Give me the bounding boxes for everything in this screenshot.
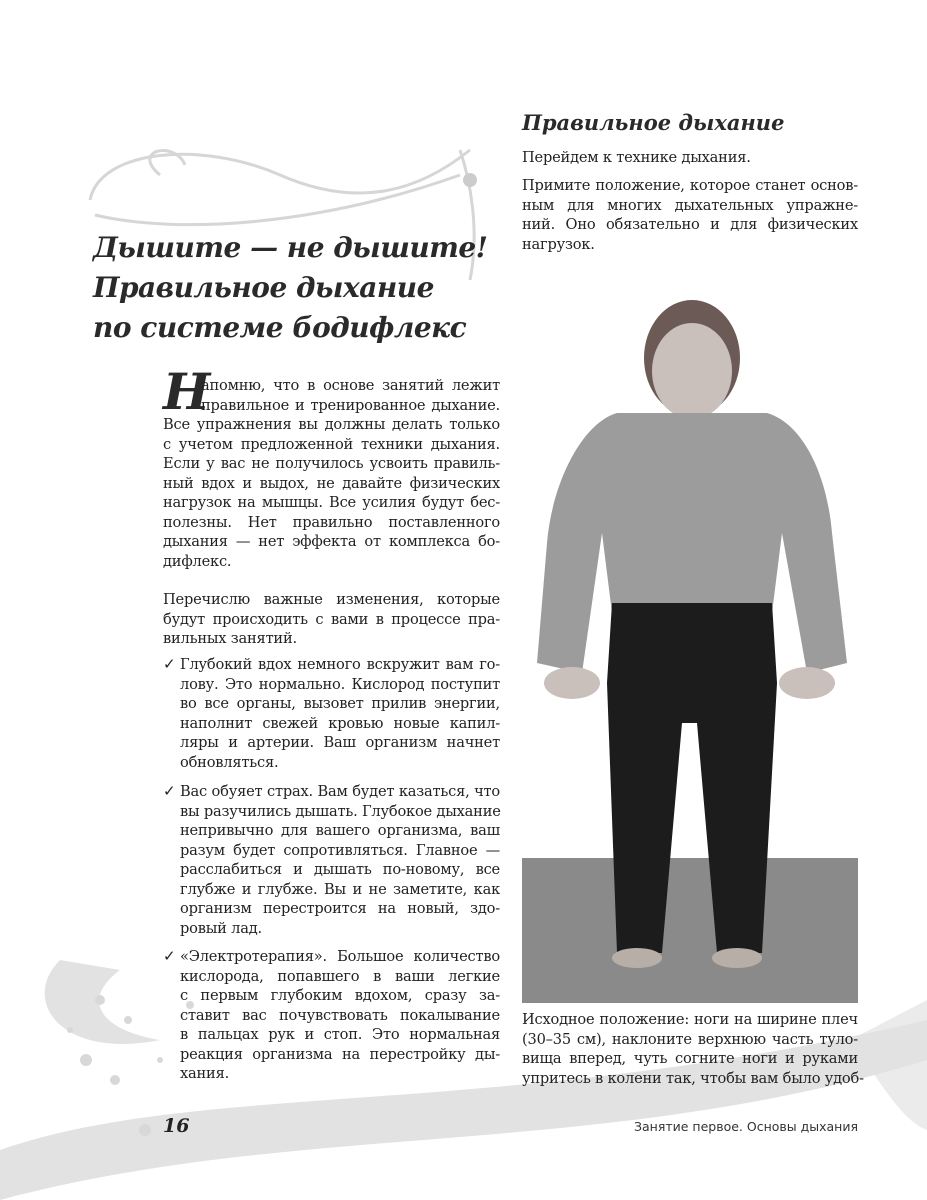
photo-caption <box>522 1010 864 1088</box>
text-line: обновляться. <box>180 753 279 771</box>
text-line: вища вперед, чуть согните ноги и руками <box>522 1050 858 1067</box>
bullet-item <box>180 655 500 772</box>
text-line: ровый лад. <box>180 919 262 937</box>
check-icon: ✓ <box>163 947 176 965</box>
check-icon: ✓ <box>163 782 176 800</box>
text-line: Перечислю важные изменения, которые <box>163 591 500 608</box>
text-line: глубже и глубже. Вы и не заметите, как <box>180 880 500 898</box>
exercise-photo <box>522 283 858 1003</box>
paragraph <box>163 590 500 649</box>
text-line: Если у вас не получилось усвоить правиль- <box>163 455 500 472</box>
text-line: правильное и тренированное дыхание. <box>201 396 500 414</box>
text-line: вы разучились дышать. Глубокое дыхание <box>180 802 501 820</box>
title-line: по системе бодифлекс <box>93 311 467 344</box>
text-line: «Электротерапия». Большое количество <box>180 948 500 965</box>
chapter-title <box>93 228 487 348</box>
title-line: Правильное дыхание <box>93 271 434 304</box>
text-line: нагрузок на мышцы. Все усилия будут бес- <box>163 494 500 511</box>
text-line: кислорода, попавшего в ваши легкие <box>180 967 500 985</box>
page-number: 16 <box>163 1115 190 1137</box>
text-line: разум будет сопротивляться. Главное — <box>180 841 500 859</box>
text-line: будут происходить с вами в процессе пра- <box>163 610 500 628</box>
text-line: нагрузок. <box>522 235 595 253</box>
text-line: ставит вас почувствовать покалывание <box>180 1006 500 1024</box>
text-line: лову. Это нормально. Кислород поступит <box>180 675 500 693</box>
text-line: расслабиться и дышать по-новому, все <box>180 861 500 878</box>
text-line: дифлекс. <box>163 552 232 570</box>
text-line: ний. Оно обязательно и для физических <box>522 216 858 233</box>
paragraph <box>522 176 858 254</box>
text-line: ным для многих дыхательных упражне- <box>522 196 858 214</box>
drop-cap: Н <box>163 362 211 421</box>
woman-bending-photo <box>522 283 858 1003</box>
text-line: полезны. Нет правильно поставленного <box>163 513 500 531</box>
text-line: непривычно для вашего организма, ваш <box>180 822 500 839</box>
text-line: в пальцах рук и стоп. Это нормальная <box>180 1026 500 1043</box>
text-line: ный вдох и выдох, не давайте физических <box>163 474 500 492</box>
text-line: реакция организма на перестройку ды- <box>180 1045 500 1063</box>
text-line: вильных занятий. <box>163 630 297 647</box>
text-line: хания. <box>180 1065 230 1082</box>
text-line: с первым глубоким вдохом, сразу за- <box>180 987 500 1004</box>
section-heading: Правильное дыхание <box>522 110 785 135</box>
title-line: Дышите — не дышите! <box>93 231 488 264</box>
text-line: организм перестроится на новый, здо- <box>180 900 500 917</box>
intro-paragraph <box>163 376 500 571</box>
text-line: дыхания — нет эффекта от комплекса бо- <box>163 533 500 550</box>
text-line: Примите положение, которое станет основ- <box>522 177 858 194</box>
bullet-item <box>180 782 500 938</box>
text-line: апомню, что в основе занятий лежит <box>201 377 500 394</box>
text-line: наполнит свежей кровью новые капил- <box>180 714 500 732</box>
text-line: Глубокий вдох немного вскружит вам го- <box>180 656 500 673</box>
text-line: с учетом предложенной техники дыхания. <box>163 435 500 453</box>
text-line: Все упражнения вы должны делать только <box>163 416 500 433</box>
text-line: упритесь в колени так, чтобы вам было удоб- <box>522 1069 864 1087</box>
text-line: Исходное положение: ноги на ширине плеч <box>522 1011 858 1028</box>
text-line: ляры и артерии. Ваш организм начнет <box>180 734 500 751</box>
text-line: (30–35 см), наклоните верхнюю часть туло- <box>522 1030 858 1048</box>
bullet-item <box>180 947 500 1084</box>
check-icon: ✓ <box>163 655 176 673</box>
text-line: Перейдем к технике дыхания. <box>522 149 751 166</box>
text-line: Вас обуяет страх. Вам будет казаться, что <box>180 783 500 800</box>
text-line: во все органы, вызовет прилив энергии, <box>180 695 500 712</box>
running-title: Занятие первое. Основы дыхания <box>633 1119 858 1134</box>
paragraph <box>522 148 858 168</box>
